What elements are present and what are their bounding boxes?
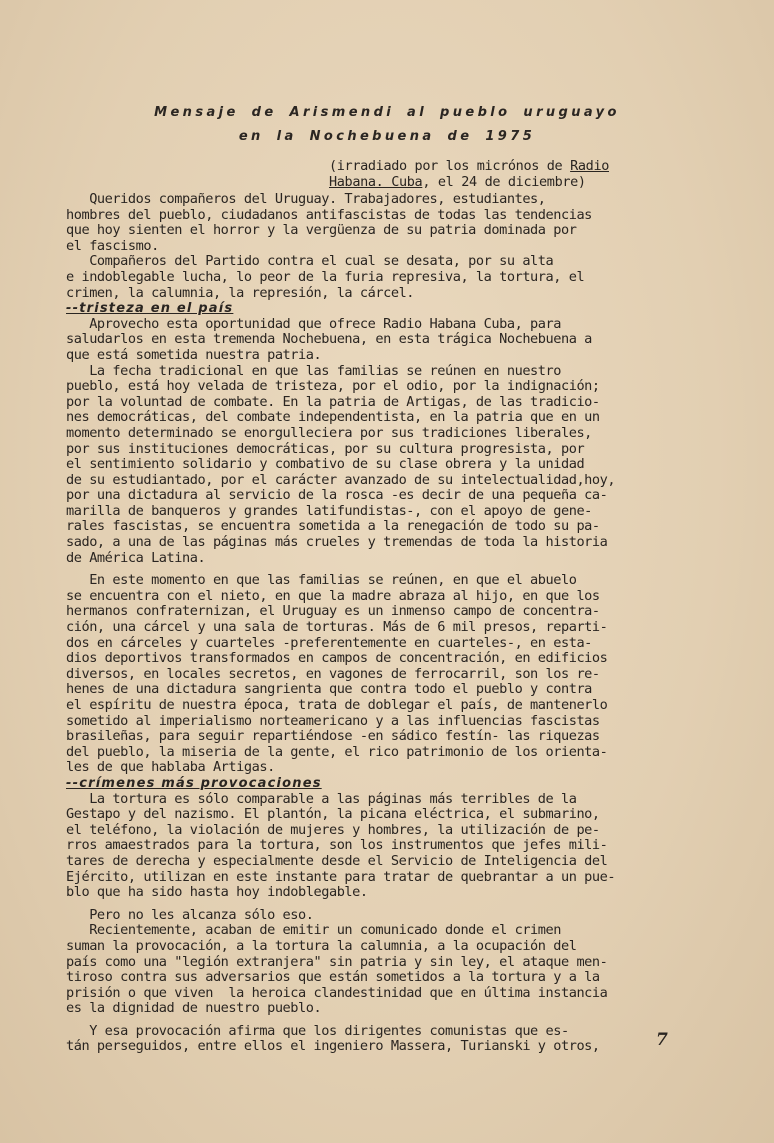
text-line: por sus instituciones democráticas, por su cultura progresista, por <box>66 440 585 457</box>
text-line: dios deportivos transformados en campos de concentración, en edificios <box>66 650 608 667</box>
section-heading: --crímenes más provocaciones <box>66 775 322 791</box>
text-line: el fascismo. <box>66 237 159 254</box>
text-line: el espíritu de nuestra época, trata de doblegar el país, de mantenerlo <box>66 697 608 713</box>
text-line: sado, a una de las páginas más crueles y tremendas de toda la historia <box>66 534 608 551</box>
text-line: que está sometida nuestra patria. <box>66 346 322 363</box>
text-line: hombres del pueblo, ciudadanos antifascistas de todas las tendencias <box>66 206 592 223</box>
text-line: tares de derecha y especialmente desde el Servicio de Inteligencia del <box>66 852 608 869</box>
text-line: el teléfono, la violación de mujeres y hombres, la utilización de pe- <box>66 821 600 838</box>
broadcast-note <box>329 158 609 190</box>
text-line: es la dignidad de nuestro pueblo. <box>66 1000 322 1017</box>
text-line: Gestapo y del nazismo. El plantón, la picana eléctrica, el submarino, <box>66 806 600 823</box>
text-line: tiroso contra sus adversarios que están sometidos a la tortura y a la <box>66 969 600 986</box>
text-line: brasileñas, para seguir repartiéndose -en sádico festín- las riquezas <box>66 728 600 745</box>
text-line: sometido al imperialismo norteamericano y a las influencias fascistas <box>66 712 600 729</box>
paragraph <box>66 364 691 567</box>
text-line: por la voluntad de combate. En la patria de Artigas, de las tradicio- <box>66 393 600 410</box>
text-line: que hoy sienten el horror y la vergüenza de su patria dominada por <box>66 222 577 239</box>
text-line: de América Latina. <box>66 549 206 566</box>
text-line: se encuentra con el nieto, en que la madre abraza al hijo, en que los <box>66 587 600 604</box>
text-line: diversos, en locales secretos, en vagones de ferrocarril, son los re- <box>66 665 600 682</box>
broadcast-note-station: Radio <box>570 158 609 174</box>
text-line: Ejército, utilizan en este instante para tratar de quebrantar a un pue- <box>66 868 616 885</box>
broadcast-note-station-city: Habana. Cuba <box>329 174 423 190</box>
text-line: de su estudiantado, por el carácter avanzado de su intelectualidad,hoy, <box>66 471 616 488</box>
text-line: el sentimiento solidario y combativo de su clase obrera y la unidad <box>66 456 585 473</box>
text-line: rales fascistas, se encuentra sometida a la renegación de todo su pa- <box>66 518 600 535</box>
text-line: por una dictadura al servicio de la rosca -es decir de una pequeña ca- <box>66 487 608 504</box>
paragraph <box>66 192 691 254</box>
text-line: momento determinado se enorgulleciera por sus tradiciones liberales, <box>66 424 592 441</box>
text-line: les de que hablaba Artigas. <box>66 759 275 776</box>
text-line: ción, una cárcel y una sala de torturas. Más de 6 mil presos, reparti- <box>66 619 608 636</box>
text-line: nes democráticas, del combate independentista, en la patria que en un <box>66 409 600 426</box>
text-line: dos en cárceles y cuarteles -preferentemente en cuarteles-, en esta- <box>66 634 592 651</box>
text-line: La tortura es sólo comparable a las páginas más terribles de la <box>66 790 577 807</box>
text-line: Recientemente, acaban de emitir un comunicado donde el crimen <box>66 922 561 939</box>
text-line: pueblo, está hoy velada de tristeza, por el odio, por la indignación; <box>66 378 600 395</box>
paragraph <box>66 254 691 301</box>
paragraph <box>66 792 691 901</box>
document-title: Mensaje de Arismendi al pueblo uruguayo <box>154 105 620 120</box>
text-line: saludarlos en esta tremenda Nochebuena, en esta trágica Nochebuena a <box>66 331 592 348</box>
text-line: e indoblegable lucha, lo peor de la furia represiva, la tortura, el <box>66 268 585 285</box>
text-line: blo que ha sido hasta hoy indoblegable. <box>66 884 368 901</box>
text-line: rros amaestrados para la tortura, son los instrumentos que jefes mili- <box>66 837 608 854</box>
paragraph <box>66 573 691 776</box>
text-line: Compañeros del Partido contra el cual se desata, por su alta <box>66 253 554 270</box>
text-line: prisión o que viven la heroica clandestinidad que en última instancia <box>66 984 608 1001</box>
broadcast-note-text: (irradiado por los micrónos de <box>329 158 571 174</box>
text-line: Queridos compañeros del Uruguay. Trabajadores, estudiantes, <box>66 191 546 207</box>
paragraph <box>66 923 691 1017</box>
paragraph <box>66 317 691 364</box>
page-number: 7 <box>656 1030 668 1050</box>
text-line: tán perseguidos, entre ellos el ingeniero Massera, Turianski y otros, <box>66 1038 600 1055</box>
text-line: En este momento en que las familias se reúnen, en que el abuelo <box>66 572 577 589</box>
text-line: crimen, la calumnia, la represión, la cárcel. <box>66 284 415 301</box>
document-title-line-2: en la Nochebuena de 1975 <box>238 129 536 144</box>
paragraph <box>66 1024 691 1055</box>
text-line: del pueblo, la miseria de la gente, el rico patrimonio de los orienta- <box>66 743 608 760</box>
text-line: suman la provocación, a la tortura la calumnia, a la ocupación del <box>66 937 577 954</box>
text-line: Pero no les alcanza sólo eso. <box>66 906 314 923</box>
broadcast-note-date: , el 24 de diciembre) <box>422 174 586 190</box>
text-line: país como una "legión extranjera" sin patria y sin ley, el ataque men- <box>66 953 608 970</box>
text-line: henes de una dictadura sangrienta que contra todo el pueblo y contra <box>66 681 592 698</box>
text-line: La fecha tradicional en que las familias se reúnen en nuestro <box>66 362 561 379</box>
section-heading: --tristeza en el país <box>66 301 234 317</box>
paragraph <box>66 908 691 924</box>
text-line: Aprovecho esta oportunidad que ofrece Radio Habana Cuba, para <box>66 315 561 332</box>
text-line: hermanos confraternizan, el Uruguay es un inmenso campo de concentra- <box>66 603 600 620</box>
text-line: Y esa provocación afirma que los dirigentes comunistas que es- <box>66 1022 569 1039</box>
letter-body <box>66 192 691 1055</box>
text-line: marilla de banqueros y grandes latifundistas-, con el apoyo de gene- <box>66 502 592 519</box>
